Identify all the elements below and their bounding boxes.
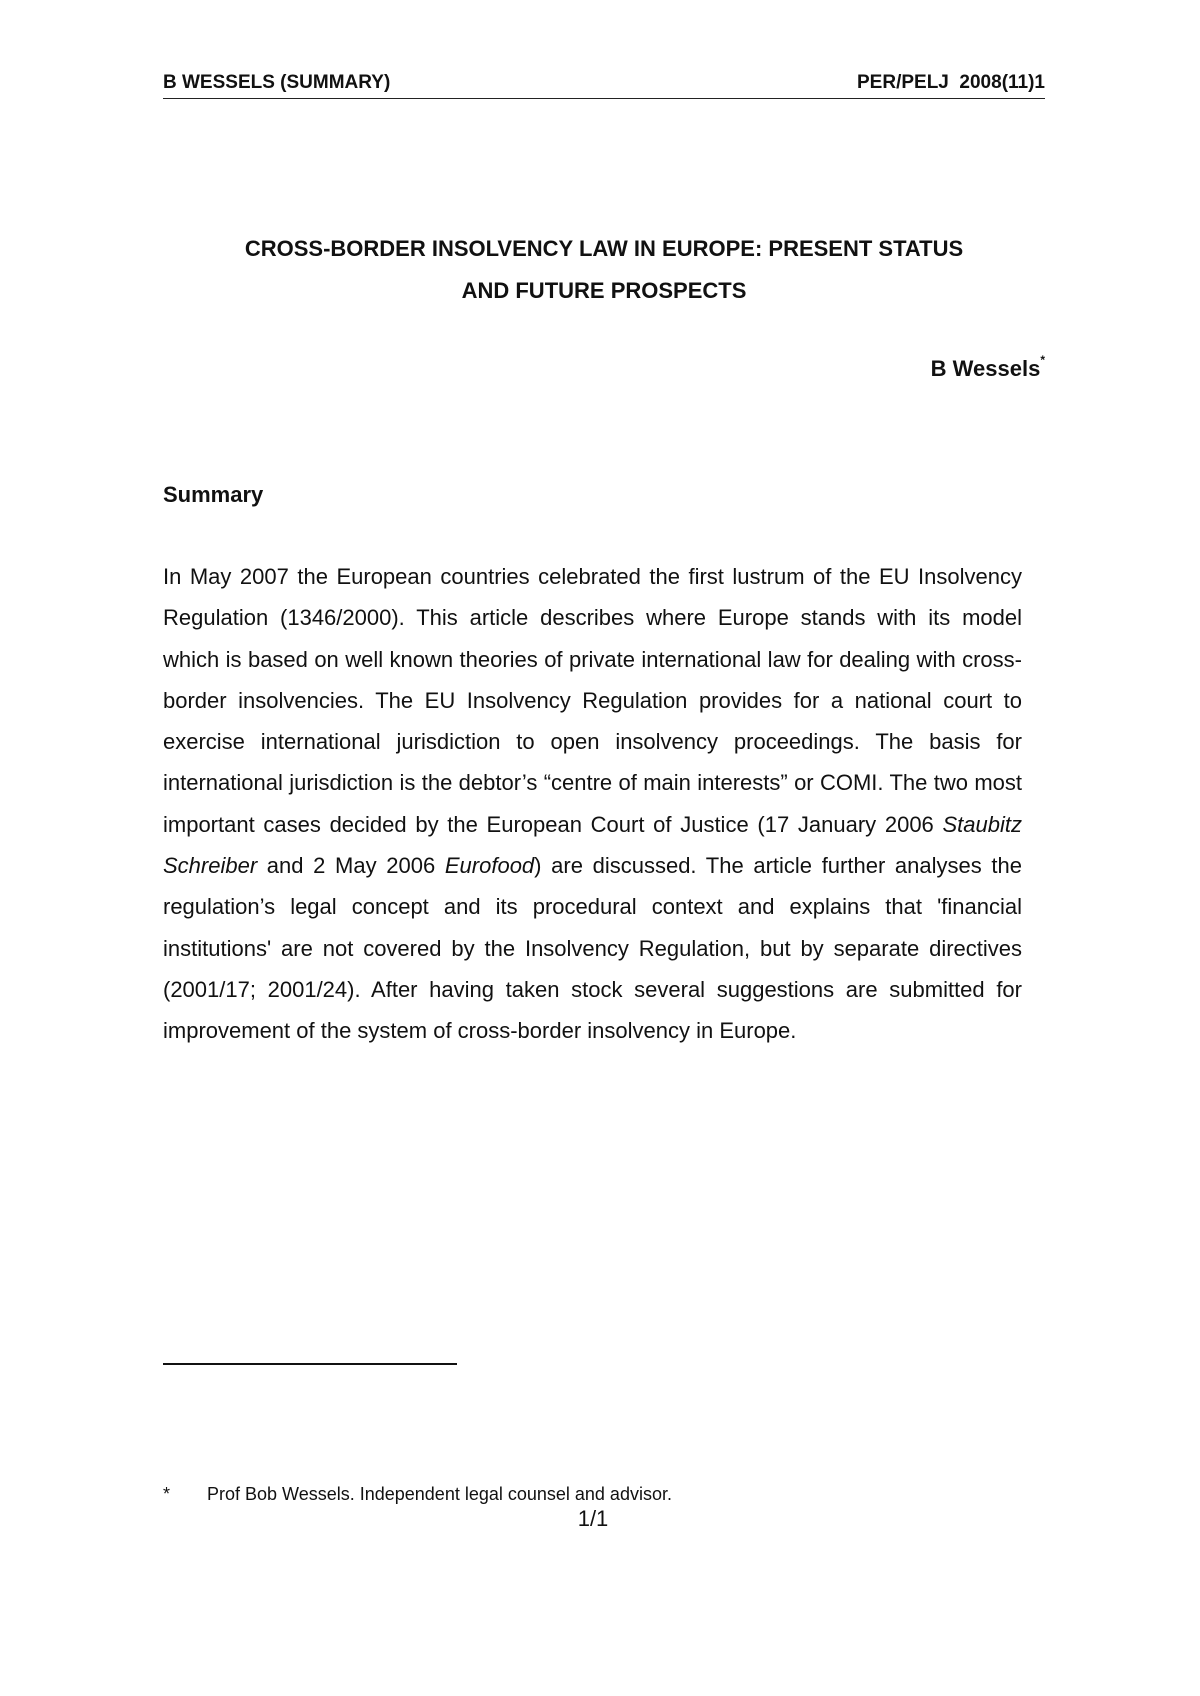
running-header [163, 70, 1045, 99]
case-name-eurofood: Eurofood [444, 853, 535, 879]
summary-text-3: ) are discussed. The article further analyses the regulation’s legal concept and its procedural context and explains that 'financial institutions' are not covered by the Insolvency Regulation, but by separate directives (2001/17; 2001/24). After having taken stock several suggestions are submitted for improvement of the system of cross-border insolvency in Europe. [163, 853, 1022, 1044]
footnote-separator [163, 1363, 457, 1365]
summary-heading: Summary [163, 482, 264, 507]
article-title [163, 228, 1045, 312]
page-number: 1/1 [577, 1506, 609, 1531]
author-footnote-marker: * [1040, 352, 1045, 367]
header-author: B WESSELS (SUMMARY) [163, 72, 391, 93]
header-citation: PER/PELJ 2008(11)1 [857, 72, 1045, 93]
author-name: B Wessels [930, 356, 1041, 381]
case-name-staubitz-schreiber: Staubitz Schreiber [163, 811, 1022, 879]
footnote-marker: * [163, 1484, 171, 1504]
summary-paragraph [163, 556, 1022, 1052]
title-line-1: CROSS-BORDER INSOLVENCY LAW IN EUROPE: PRESENT STATUS [244, 236, 964, 261]
footnote [163, 1484, 672, 1505]
summary-text-1: In May 2007 the European countries celebrated the first lustrum of the EU Insolvency Regulation (1346/2000). This article describes where Europe stands with its model which is based on well known theories of private international law for dealing with cross-border insolvencies. The EU Insolvency Regulation provides for a national court to exercise international jurisdiction to open insolvency proceedings. The basis for international jurisdiction is the debtor’s “centre of main interests” or COMI. The two most important cases decided by the European Court of Justice (17 January 2006 [163, 564, 1022, 837]
summary-text-2: and 2 May 2006 [257, 853, 445, 879]
author-byline [930, 352, 1045, 382]
footnote-text: Prof Bob Wessels. Independent legal counsel and advisor. [207, 1484, 672, 1504]
title-line-2: AND FUTURE PROSPECTS [461, 278, 747, 303]
